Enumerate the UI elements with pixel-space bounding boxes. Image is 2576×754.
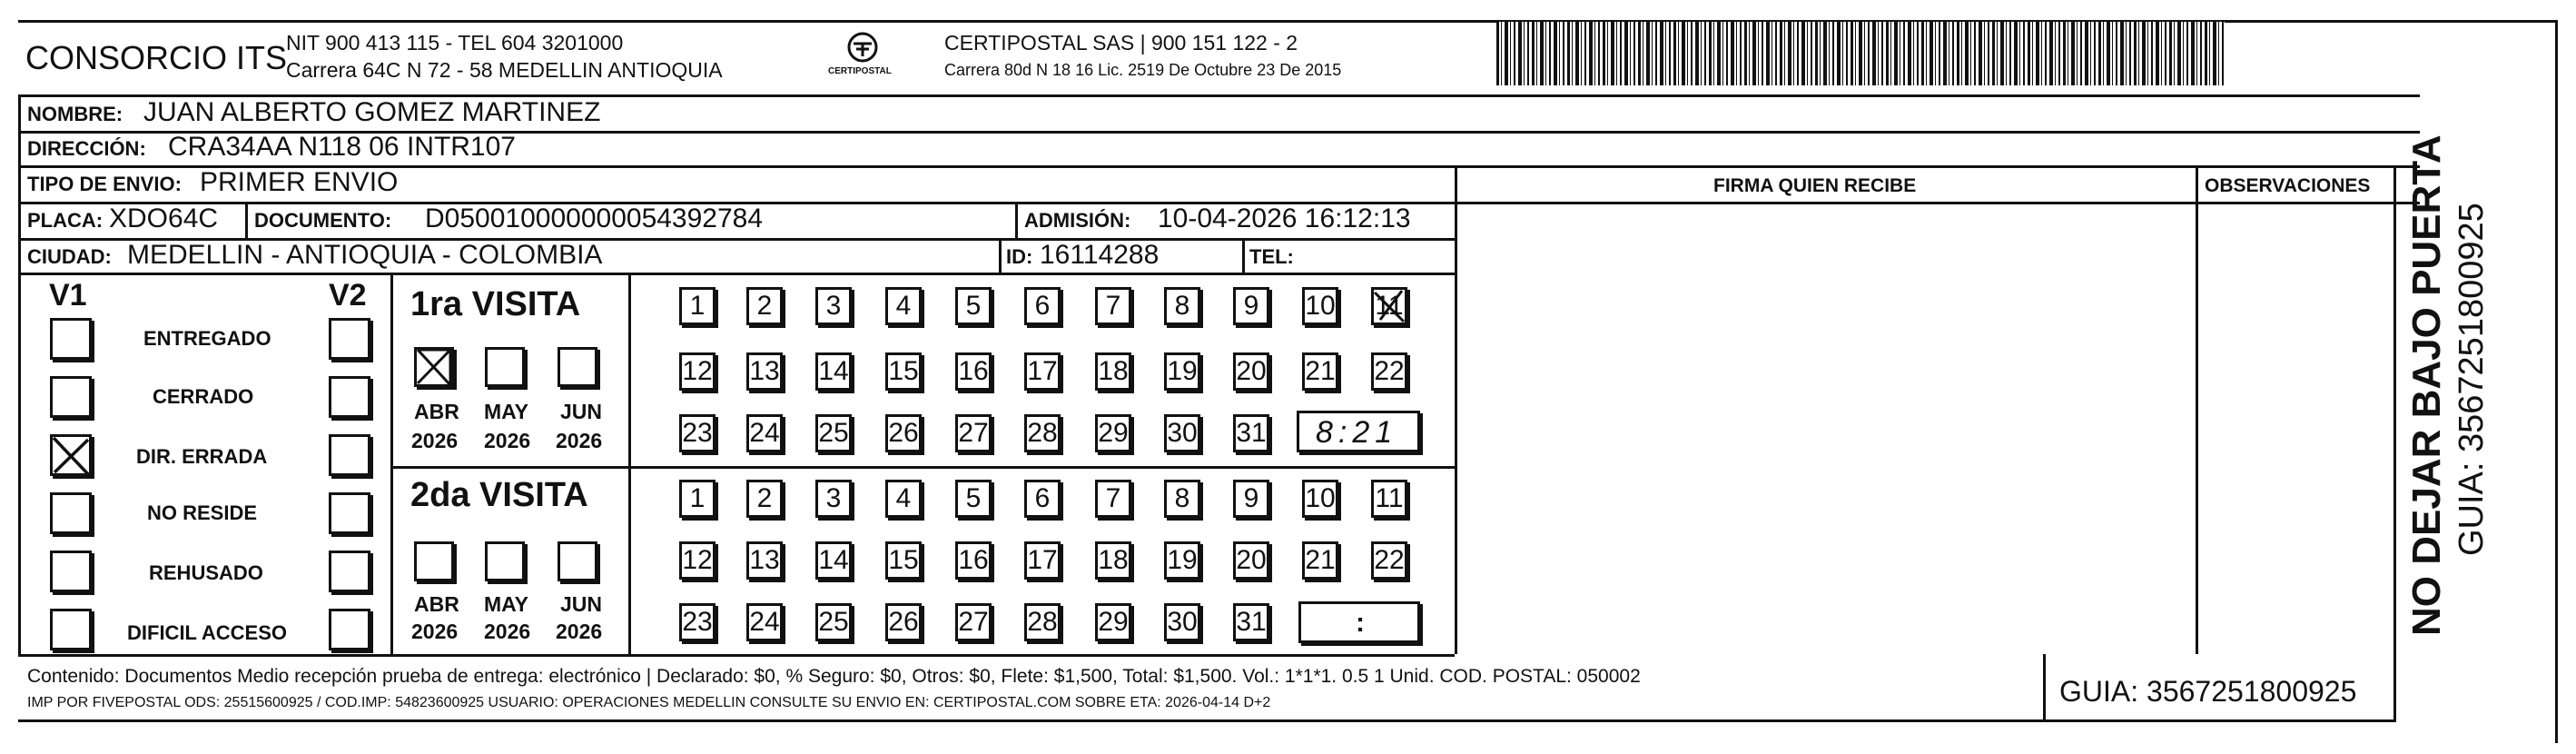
v2-dificil-acceso-checkbox[interactable] xyxy=(329,609,370,650)
second-visit-day-11[interactable]: 11 xyxy=(1371,480,1407,518)
first-visit-day-12[interactable]: 12 xyxy=(679,352,716,391)
footer-bottom-rule xyxy=(18,719,2396,722)
second-visit-day-2[interactable]: 2 xyxy=(746,480,783,518)
second-visit-day-31[interactable]: 31 xyxy=(1233,603,1269,641)
company-name: CONSORCIO ITS xyxy=(25,39,288,76)
footer-contenido: Contenido: Documentos Medio recepción prueba de entrega: electrónico | Declarado: $0, % Seguro: $0, Otros: $0, Flete: $1,500, Total: $1,500. Vol.: 1*1*1. 0.5 1 Unid. COD. POSTAL: 050002 xyxy=(27,666,1641,687)
second-visit-abr-checkbox[interactable] xyxy=(414,541,454,581)
admision-label: ADMISIÓN: xyxy=(1024,209,1131,232)
second-visit-day-12[interactable]: 12 xyxy=(679,541,716,580)
firma-left-border xyxy=(1455,165,1457,654)
footer-guia: GUIA: 3567251800925 xyxy=(2059,675,2357,708)
company-nit: NIT 900 413 115 - TEL 604 3201000 xyxy=(286,31,624,55)
first-visit-year-may: 2026 xyxy=(484,429,531,452)
second-visit-day-9[interactable]: 9 xyxy=(1233,480,1269,518)
second-visit-day-5[interactable]: 5 xyxy=(955,480,992,518)
visits-bottom-rule xyxy=(18,654,1455,657)
direccion-value: CRA34AA N118 06 INTR107 xyxy=(168,132,516,162)
visits-mid-rule xyxy=(390,466,1455,469)
v2-rehusado-checkbox[interactable] xyxy=(329,551,370,592)
first-visit-day-19[interactable]: 19 xyxy=(1164,352,1200,391)
second-visit-year-jun: 2026 xyxy=(556,620,603,643)
v2-entregado-checkbox[interactable] xyxy=(329,318,370,360)
v1-rehusado-checkbox[interactable] xyxy=(50,551,92,592)
certipostal-logo xyxy=(817,31,908,82)
second-visit-month-may: MAY xyxy=(484,592,528,616)
v2-cerrado-checkbox[interactable] xyxy=(329,376,370,418)
label-frame xyxy=(18,20,2558,743)
id-separator xyxy=(999,238,1002,273)
first-visit-year-jun: 2026 xyxy=(556,429,603,452)
second-visit-month-jun: JUN xyxy=(560,592,603,616)
carrier-name: CERTIPOSTAL SAS | 900 151 122 - 2 xyxy=(944,31,1298,55)
nombre-label: NOMBRE: xyxy=(27,103,123,125)
admision-value: 10-04-2026 16:12:13 xyxy=(1158,203,1411,233)
first-visit-day-7[interactable]: 7 xyxy=(1095,287,1131,325)
second-visit-time: : xyxy=(1356,608,1365,638)
v1-cerrado-checkbox[interactable] xyxy=(50,376,92,418)
ciudad-label: CIUDAD: xyxy=(27,245,112,268)
ciudad-value: MEDELLIN - ANTIOQUIA - COLOMBIA xyxy=(127,240,603,270)
first-visit-day-3[interactable]: 3 xyxy=(815,287,852,325)
first-visit-day-28[interactable]: 28 xyxy=(1024,414,1061,452)
second-visit-year-abr: 2026 xyxy=(411,620,459,643)
v1-no-reside-checkbox[interactable] xyxy=(50,492,92,534)
second-visit-time-box[interactable] xyxy=(1298,601,1420,643)
status-visits-separator xyxy=(390,273,393,654)
first-visit-day-14[interactable]: 14 xyxy=(815,352,852,391)
second-visit-jun-checkbox[interactable] xyxy=(558,541,597,581)
second-visit-day-3[interactable]: 3 xyxy=(815,480,852,518)
check-x-icon xyxy=(1371,287,1407,325)
second-visit-day-26[interactable]: 26 xyxy=(885,603,922,641)
v1-entregado-checkbox[interactable] xyxy=(50,318,92,360)
footer-imp: IMP POR FIVEPOSTAL ODS: 25515600925 / COD.IMP: 54823600925 USUARIO: OPERACIONES MEDELLIN CONSULTE SU ENVIO EN: CERTIPOSTAL.COM SOBRE ETA: 2026-04-14 D+2 xyxy=(27,695,1271,710)
id-value: 16114288 xyxy=(1040,240,1160,270)
observaciones-right-border xyxy=(2393,165,2396,654)
second-visit-year-may: 2026 xyxy=(484,620,531,643)
second-visit-day-4[interactable]: 4 xyxy=(885,480,922,518)
side-no-dejar: NO DEJAR BAJO PUERTA xyxy=(2404,134,2449,636)
first-visit-may-checkbox[interactable] xyxy=(485,347,525,387)
check-x-icon xyxy=(50,434,92,476)
documento-label: DOCUMENTO: xyxy=(254,209,392,232)
second-visit-day-17[interactable]: 17 xyxy=(1024,541,1061,580)
carrier-address: Carrera 80d N 18 16 Lic. 2519 De Octubre 23 De 2015 xyxy=(944,61,1342,79)
v2-label: V2 xyxy=(329,278,367,313)
id-label: ID: xyxy=(1006,245,1033,268)
second-visit-day-24[interactable]: 24 xyxy=(746,603,783,641)
status-dir-errada: DIR. ERRADA xyxy=(136,445,268,468)
second-visit-month-abr: ABR xyxy=(414,592,459,616)
first-visit-day-13[interactable]: 13 xyxy=(746,352,783,391)
first-visit-day-11[interactable]: 11 xyxy=(1371,287,1407,325)
first-visit-day-23[interactable]: 23 xyxy=(679,414,716,452)
status-cerrado: CERRADO xyxy=(153,385,254,408)
v1-label: V1 xyxy=(49,278,87,313)
first-visit-day-17[interactable]: 17 xyxy=(1024,352,1061,391)
first-visit-day-15[interactable]: 15 xyxy=(885,352,922,391)
first-visit-day-27[interactable]: 27 xyxy=(955,414,992,452)
first-visit-day-2[interactable]: 2 xyxy=(746,287,783,325)
first-visit-day-18[interactable]: 18 xyxy=(1095,352,1131,391)
second-visit-day-22[interactable]: 22 xyxy=(1371,541,1407,580)
row-line-5 xyxy=(18,273,1455,275)
v1-dificil-acceso-checkbox[interactable] xyxy=(50,609,92,650)
second-visit-day-21[interactable]: 21 xyxy=(1302,541,1338,580)
first-visit-day-22[interactable]: 22 xyxy=(1371,352,1407,391)
tipo-value: PRIMER ENVIO xyxy=(200,167,399,197)
first-visit-month-may: MAY xyxy=(484,400,528,423)
first-visit-day-30[interactable]: 30 xyxy=(1164,414,1200,452)
first-visit-day-26[interactable]: 26 xyxy=(885,414,922,452)
second-visit-day-25[interactable]: 25 xyxy=(815,603,852,641)
status-entregado: ENTREGADO xyxy=(143,327,271,350)
first-visit-day-31[interactable]: 31 xyxy=(1233,414,1269,452)
tel-label: TEL: xyxy=(1249,245,1294,268)
first-visit-day-9[interactable]: 9 xyxy=(1233,287,1269,325)
tipo-label: TIPO DE ENVIO: xyxy=(27,173,182,195)
second-visit-may-checkbox[interactable] xyxy=(485,541,525,581)
nombre-value: JUAN ALBERTO GOMEZ MARTINEZ xyxy=(143,97,601,127)
first-visit-day-20[interactable]: 20 xyxy=(1233,352,1269,391)
first-visit-day-29[interactable]: 29 xyxy=(1095,414,1131,452)
second-visit-day-29[interactable]: 29 xyxy=(1095,603,1131,641)
first-visit-day-5[interactable]: 5 xyxy=(955,287,992,325)
first-visit-day-8[interactable]: 8 xyxy=(1164,287,1200,325)
first-visit-days-separator xyxy=(628,273,631,654)
left-border xyxy=(18,94,21,654)
first-visit-month-abr: ABR xyxy=(414,400,459,423)
second-visit-day-8[interactable]: 8 xyxy=(1164,480,1200,518)
second-visit-day-20[interactable]: 20 xyxy=(1233,541,1269,580)
second-visit-day-10[interactable]: 10 xyxy=(1302,480,1338,518)
second-visit-day-13[interactable]: 13 xyxy=(746,541,783,580)
first-visit-title: 1ra VISITA xyxy=(410,285,581,323)
first-visit-day-16[interactable]: 16 xyxy=(955,352,992,391)
first-visit-time: 8:21 xyxy=(1316,415,1398,450)
first-visit-year-abr: 2026 xyxy=(411,429,459,452)
second-visit-day-27[interactable]: 27 xyxy=(955,603,992,641)
first-visit-day-24[interactable]: 24 xyxy=(746,414,783,452)
placa-separator xyxy=(245,202,248,238)
observaciones-label: OBSERVACIONES xyxy=(2205,175,2371,196)
status-no-reside: NO RESIDE xyxy=(147,501,258,524)
second-visit-day-1[interactable]: 1 xyxy=(679,480,716,518)
v1-dir-errada-checkbox[interactable] xyxy=(50,434,92,476)
first-visit-day-6[interactable]: 6 xyxy=(1024,287,1061,325)
second-visit-day-30[interactable]: 30 xyxy=(1164,603,1200,641)
footer-guia-separator xyxy=(2043,654,2046,719)
first-visit-abr-checkbox[interactable] xyxy=(414,347,454,387)
first-visit-day-25[interactable]: 25 xyxy=(815,414,852,452)
second-visit-day-28[interactable]: 28 xyxy=(1024,603,1061,641)
side-guia: GUIA: 3567251800925 xyxy=(2453,203,2491,556)
barcode xyxy=(1496,22,2225,85)
logo-text: CERTIPOSTAL xyxy=(828,66,892,76)
first-visit-jun-checkbox[interactable] xyxy=(558,347,597,387)
second-visit-day-6[interactable]: 6 xyxy=(1024,480,1061,518)
first-visit-day-1[interactable]: 1 xyxy=(679,287,716,325)
company-address: Carrera 64C N 72 - 58 MEDELLIN ANTIOQUIA xyxy=(286,58,723,82)
second-visit-day-7[interactable]: 7 xyxy=(1095,480,1131,518)
first-visit-day-4[interactable]: 4 xyxy=(885,287,922,325)
v2-no-reside-checkbox[interactable] xyxy=(329,492,370,534)
status-rehusado: REHUSADO xyxy=(149,561,263,584)
second-visit-day-16[interactable]: 16 xyxy=(955,541,992,580)
second-visit-day-23[interactable]: 23 xyxy=(679,603,716,641)
first-visit-day-10[interactable]: 10 xyxy=(1302,287,1338,325)
second-visit-title: 2da VISITA xyxy=(410,476,588,514)
firma-label: FIRMA QUIEN RECIBE xyxy=(1713,175,1917,196)
second-visit-day-14[interactable]: 14 xyxy=(815,541,852,580)
second-visit-day-18[interactable]: 18 xyxy=(1095,541,1131,580)
second-visit-day-19[interactable]: 19 xyxy=(1164,541,1200,580)
direccion-label: DIRECCIÓN: xyxy=(27,137,146,160)
v2-dir-errada-checkbox[interactable] xyxy=(329,434,370,476)
second-visit-day-15[interactable]: 15 xyxy=(885,541,922,580)
placa-label: PLACA: xyxy=(27,209,104,232)
check-x-icon xyxy=(414,347,454,387)
footer-right-border xyxy=(2393,654,2396,719)
tel-separator xyxy=(1242,238,1245,273)
first-visit-time-box[interactable] xyxy=(1297,411,1420,452)
documento-value: D050010000000054392784 xyxy=(425,203,764,233)
first-visit-month-jun: JUN xyxy=(560,400,603,423)
placa-value: XDO64C xyxy=(109,203,219,233)
observaciones-left-border xyxy=(2196,165,2198,654)
status-dificil-acceso: DIFICIL ACCESO xyxy=(127,621,288,644)
first-visit-day-21[interactable]: 21 xyxy=(1302,352,1338,391)
admision-separator xyxy=(1015,202,1018,238)
